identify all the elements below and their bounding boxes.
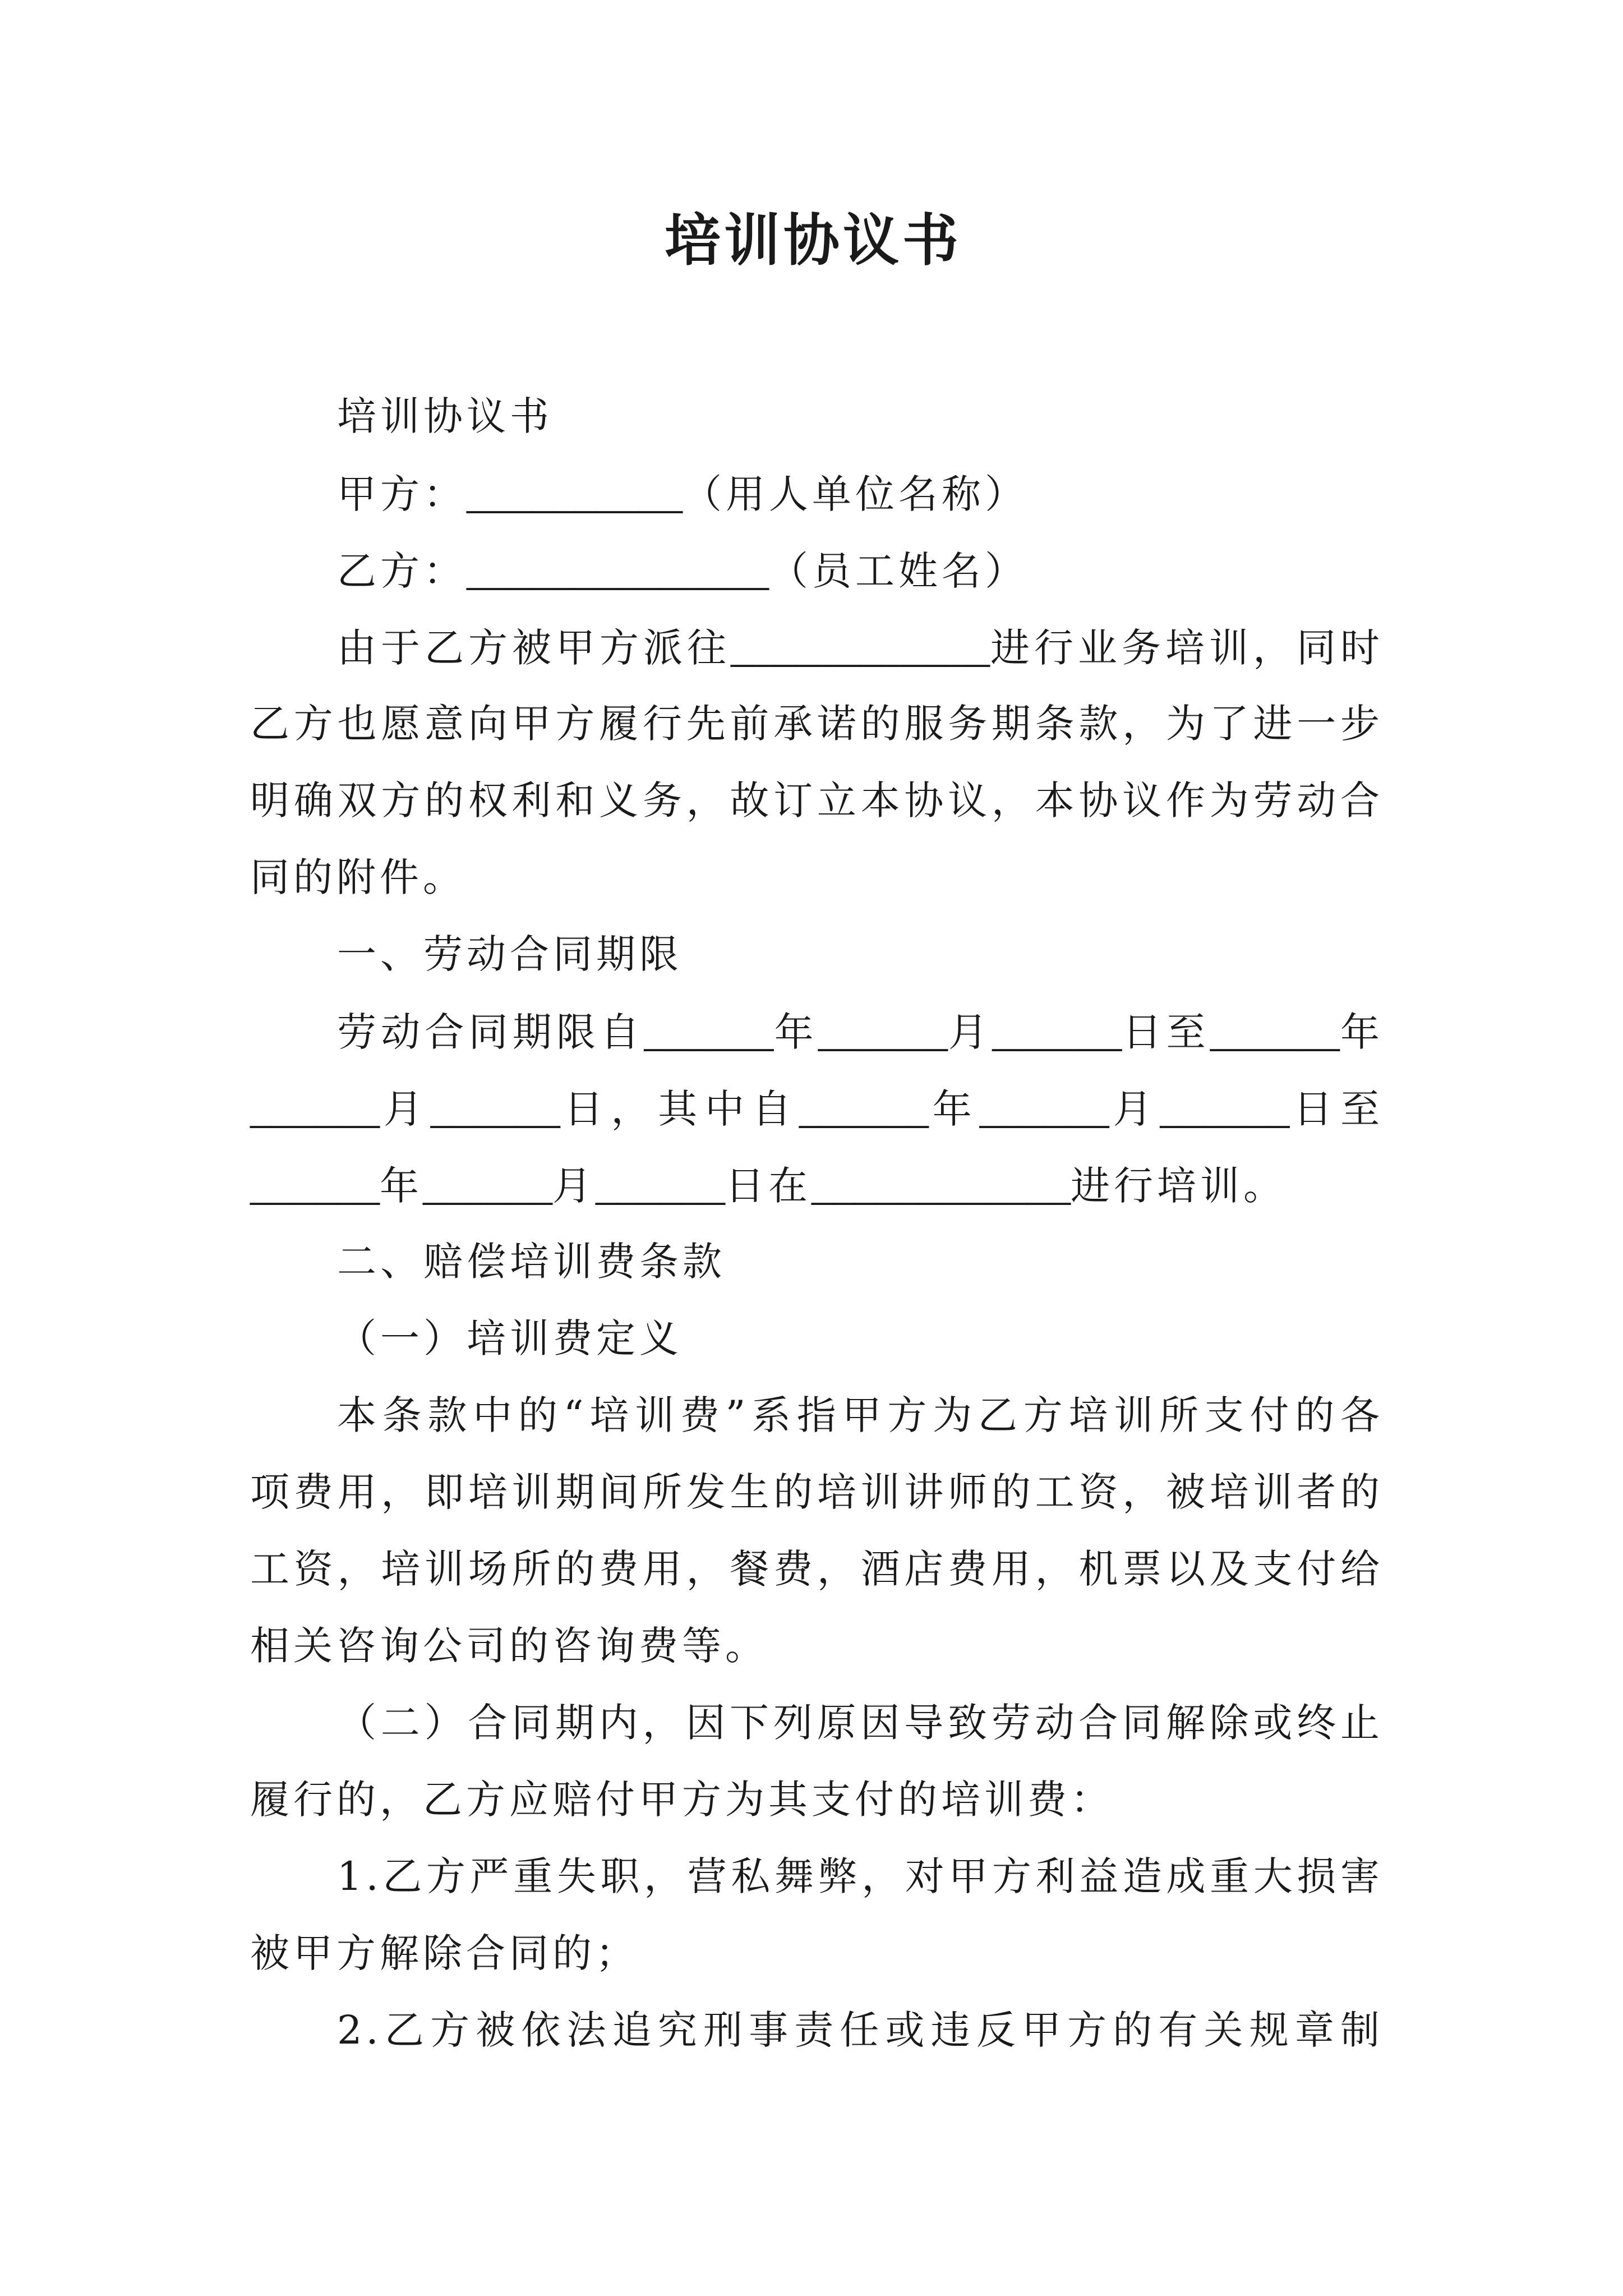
party-a-line: 甲方：__________（用人单位名称） [337,469,1028,517]
fill-in-blank: ______ [423,1161,552,1209]
document-title: 培训协议书 [665,207,962,273]
fill-in-blank: ______ [818,1007,948,1055]
fill-in-blank: ______ [250,1161,380,1209]
agreement-heading-line: 培训协议书 [337,393,553,439]
fill-in-blank: ____________ [731,623,990,671]
clause-line: （二）合同期内，因下列原因导致劳动合同解除或终止 [337,1700,1384,1746]
definition-line: 本条款中的“培训费”系指甲方为乙方培训所支付的各 [337,1392,1384,1438]
fill-in-blank: ____________ [811,1161,1071,1209]
fill-in-blank: ______ [992,1007,1122,1055]
contract-term-line: 劳动合同期限自______年______月______日至______年 [337,1007,1384,1055]
fill-in-blank: ______ [250,1084,380,1132]
preamble-line: 同的附件。 [250,854,466,900]
fill-in-blank: ______ [1210,1007,1340,1055]
definition-line: 项费用，即培训期间所发生的培训讲师的工资，被培训者的 [250,1469,1384,1515]
preamble-line: 由于乙方被甲方派往____________进行业务培训，同时 [337,623,1384,671]
contract-term-line: ______月______日，其中自______年______月______日至 [250,1084,1384,1132]
list-item-line: 2.乙方被依法追究刑事责任或违反甲方的有关规章制 [337,2007,1384,2053]
section-heading: 二、赔偿培训费条款 [337,1239,726,1285]
definition-line: 相关咨询公司的咨询费等。 [250,1623,768,1669]
preamble-line: 乙方也愿意向甲方履行先前承诺的服务期条款，为了进一步 [250,701,1384,747]
fill-in-blank: ______ [979,1084,1109,1132]
preamble-line: 明确双方的权利和义务，故订立本协议，本协议作为劳动合 [250,777,1384,823]
section-heading: 一、劳动合同期限 [337,931,683,977]
clause-line: 履行的，乙方应赔付甲方为其支付的培训费： [250,1777,1114,1823]
fill-in-blank: ______________ [467,546,769,594]
contract-term-line: ______年______月______日在____________进行培训。 [250,1161,1287,1209]
list-item-line: 被甲方解除合同的； [250,1930,639,1976]
list-item-line: 1.乙方严重失职，营私舞弊，对甲方利益造成重大损害 [337,1853,1384,1899]
fill-in-blank: ______ [1160,1084,1290,1132]
fill-in-blank: ______ [644,1007,774,1055]
fill-in-blank: ______ [799,1084,929,1132]
fill-in-blank: __________ [467,469,683,517]
fill-in-blank: ______ [430,1084,560,1132]
definition-line: 工资，培训场所的费用，餐费，酒店费用，机票以及支付给 [250,1546,1384,1592]
subsection-heading: （一）培训费定义 [337,1315,683,1361]
fill-in-blank: ______ [596,1161,725,1209]
party-b-line: 乙方：______________（员工姓名） [337,546,1028,594]
